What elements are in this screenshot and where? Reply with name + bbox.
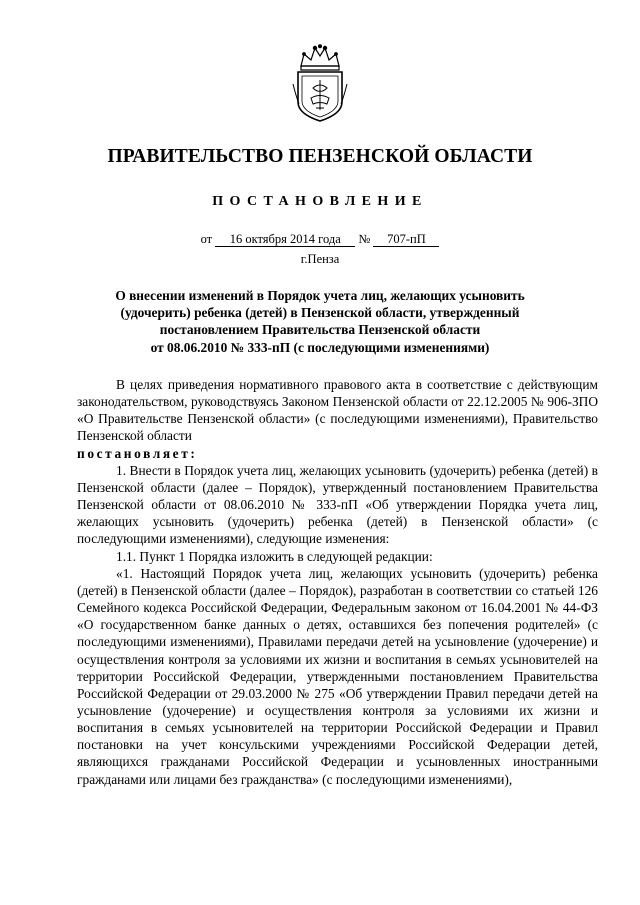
decree-word: постановляет: [77, 445, 198, 461]
penza-coat-of-arms-icon [289, 44, 351, 124]
subject-line: (удочерить) ребенка (детей) в Пензенской области, утвержденный [120, 305, 520, 321]
item-1-paragraph: 1. Внести в Порядок учета лиц, желающих усыновить (удочерить) ребенка (детей) в Пензенской области (далее – Порядок), утвержденный постановлением Правительства Пензенской области от 08.06.2010 № 333-пП «Об утверждении Порядка учета лиц, желающих усыновить (удочерить) ребенка (детей) в Пензенской области» (с последующими изменениями), следующие изменения: [77, 462, 598, 547]
document-number: 707-пП [373, 233, 439, 247]
document-date: 16 октября 2014 года [215, 233, 355, 247]
document-body [77, 376, 598, 788]
item-1-1-paragraph: 1.1. Пункт 1 Порядка изложить в следующей редакции: [116, 548, 433, 564]
subject-line: О внесении изменений в Порядок учета лиц, желающих усыновить [115, 288, 525, 303]
document-type: ПОСТАНОВЛЕНИЕ [212, 194, 428, 209]
subject-line: постановлением Правительства Пензенской области [159, 322, 481, 338]
intro-paragraph: В целях приведения нормативного правового акта в соответствие с действующим законодательством, руководствуясь Законом Пензенской области от 22.12.2005 № 906-ЗПО «О Правительстве Пензенской области» (с последующими изменениями), Правительство Пензенской области [77, 377, 598, 444]
document-subject [86, 287, 554, 356]
date-number-line [0, 232, 640, 247]
subject-line: от 08.06.2010 № 333-пП (с последующими изменениями) [150, 339, 490, 355]
government-title: ПРАВИТЕЛЬСТВО ПЕНЗЕНСКОЙ ОБЛАСТИ [107, 146, 533, 167]
quoted-paragraph: «1. Настоящий Порядок учета лиц, желающих усыновить (удочерить) ребенка (детей) в Пензенской области (далее – Порядок), разработан в соответствии со статьей 126 Семейного кодекса Российской Федерации, Федеральным законом от 16.04.2001 № 44-ФЗ «О государственном банке данных о детях, оставшихся без попечения родителей» (с последующими изменениями), Правилами передачи детей на усыновление (удочерение) и осуществления контроля за условиями их жизни и воспитания в семьях усыновителей на территории Российской Федерации, утвержденными постановлением Правительства Российской Федерации от 29.03.2000 № 275 «Об утверждении Правил передачи детей на усыновление (удочерение) и осуществления контроля за условиями их жизни и воспитания в семьях усыновителей на территории Российской Федерации и Правил постановки на учет консульскими учреждениями Российской Федерации детей, являющихся гражданами Российской Федерации и усыновленных иностранными гражданами или лицами без гражданства» (с последующими изменениями), [77, 565, 598, 787]
number-sign: № [358, 232, 371, 246]
date-prefix: от [200, 232, 213, 246]
city: г.Пенза [300, 252, 340, 266]
